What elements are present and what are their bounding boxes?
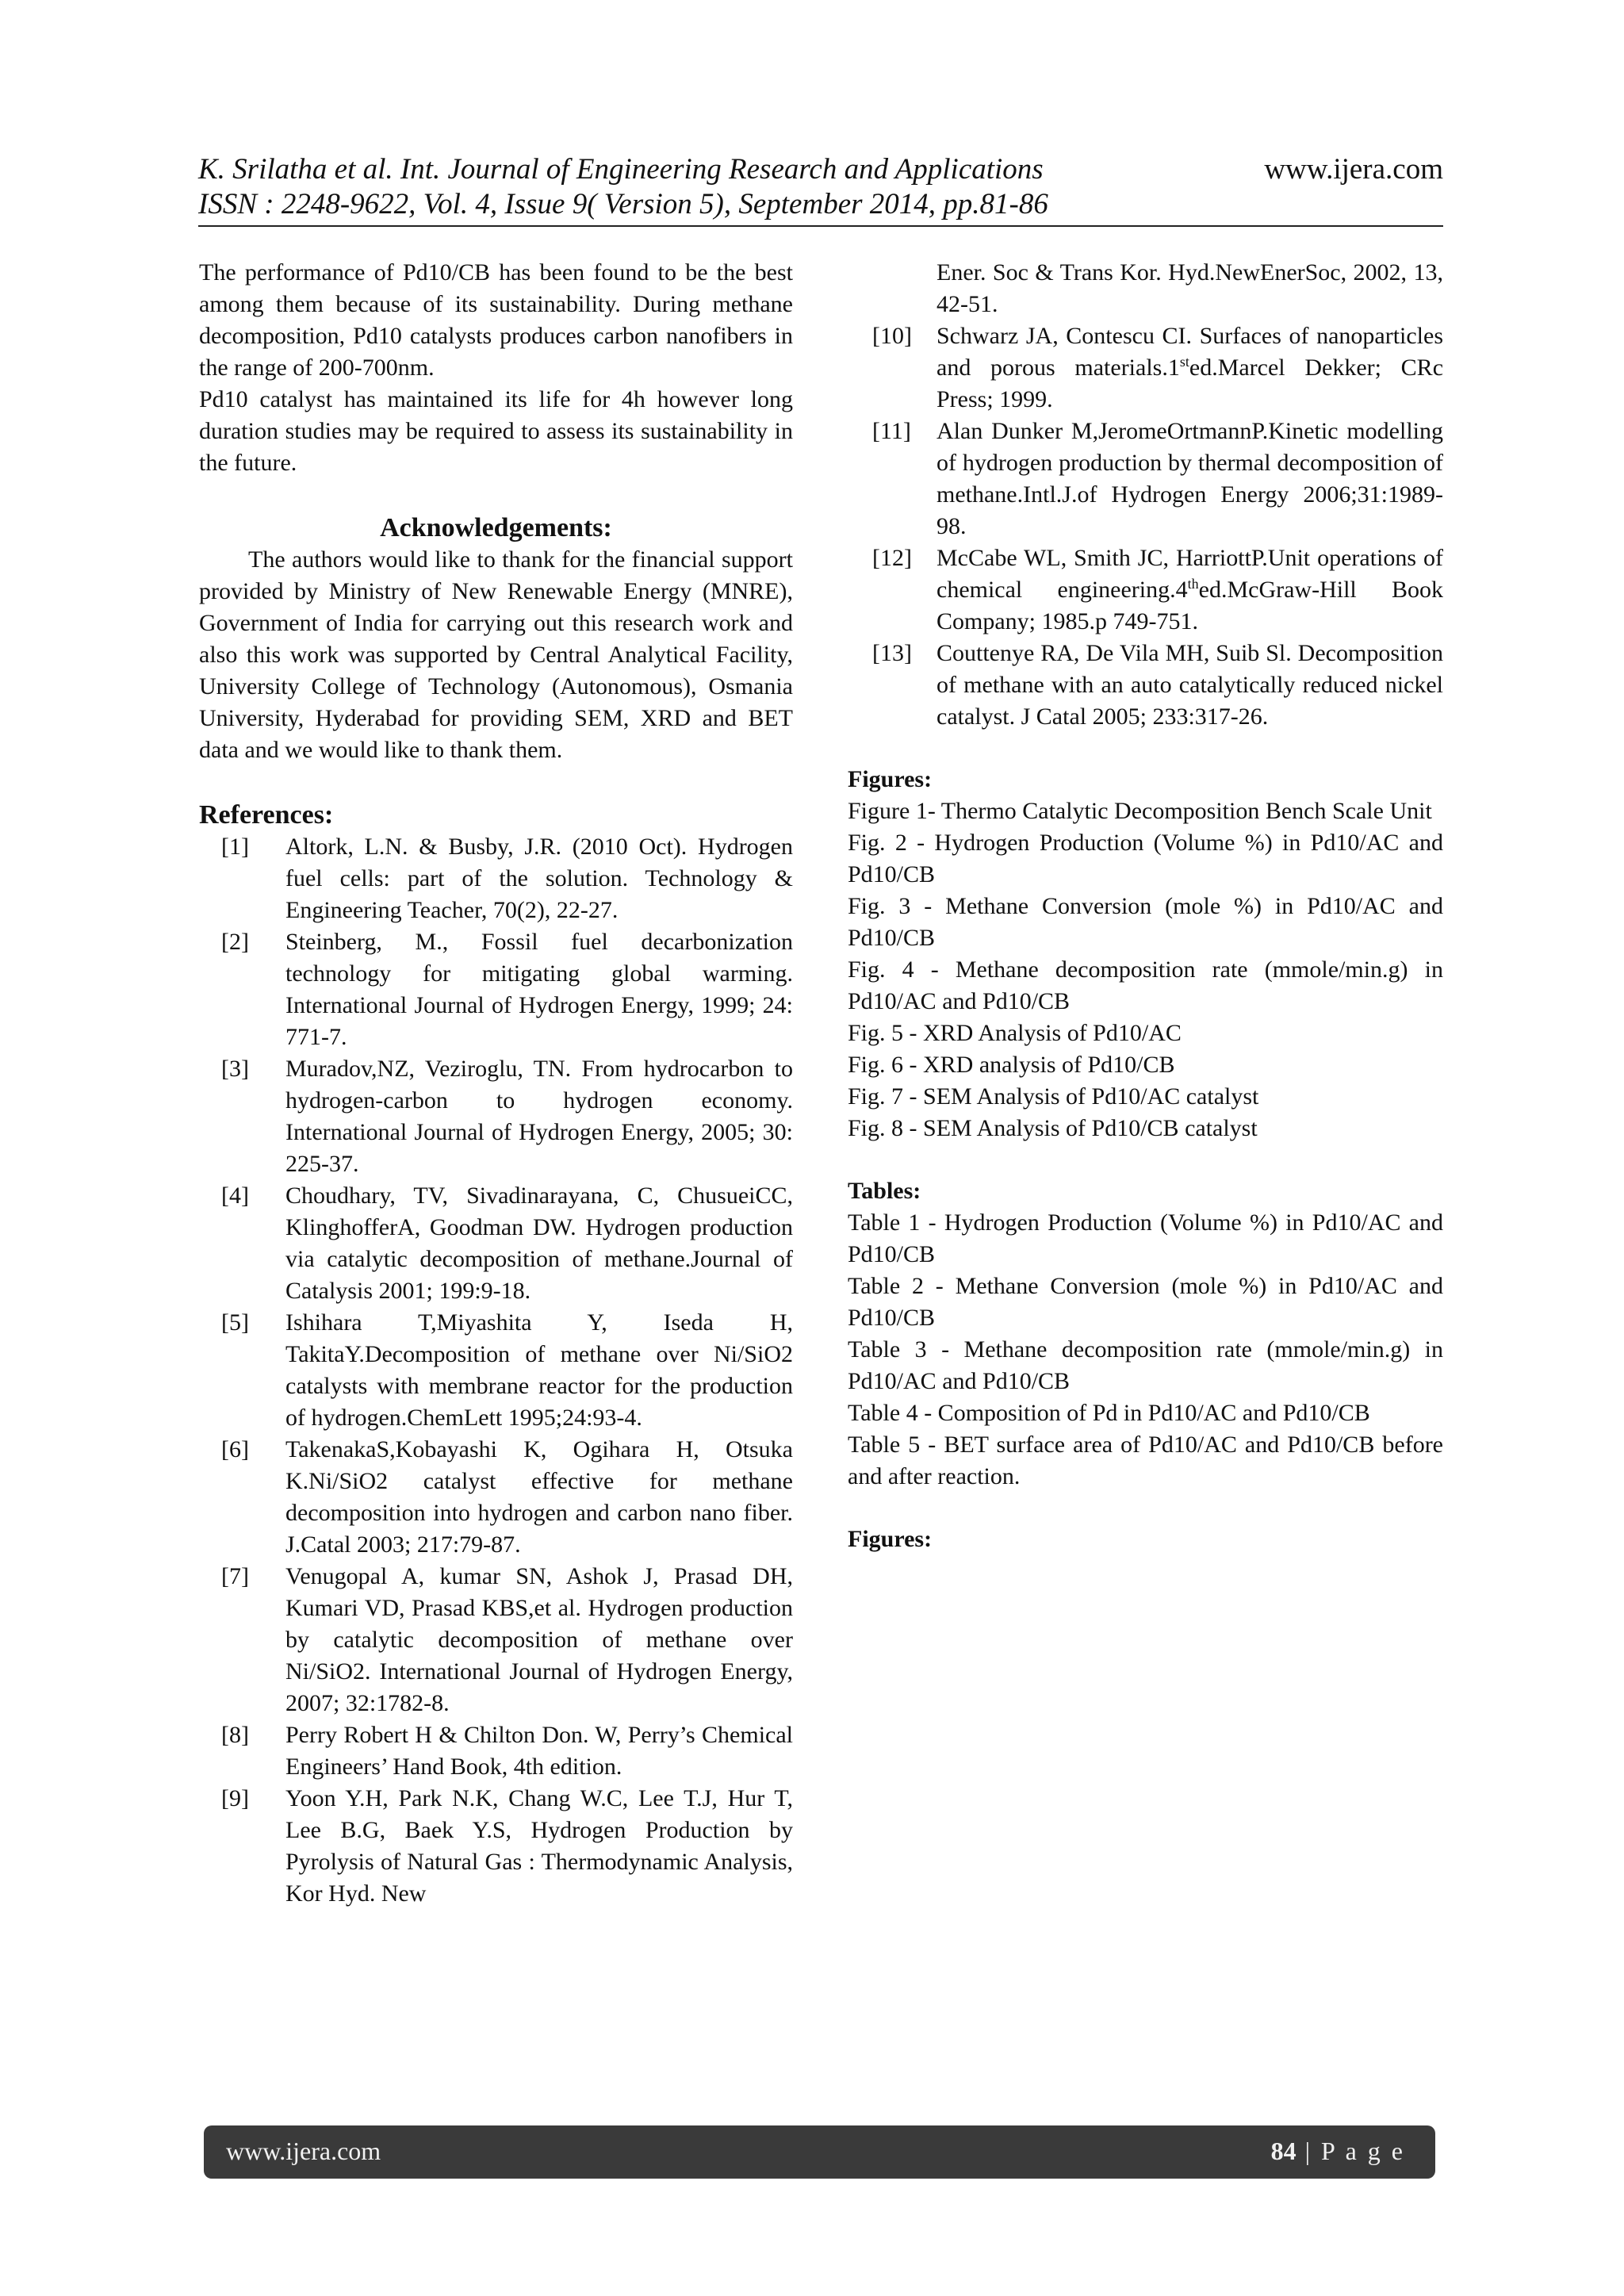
- reference-item: [199, 1307, 793, 1434]
- reference-number: [6]: [221, 1436, 249, 1462]
- reference-number: [11]: [872, 418, 911, 444]
- reference-item: [199, 1053, 793, 1180]
- figure-caption: Fig. 8 - SEM Analysis of Pd10/CB catalyst: [848, 1115, 1258, 1141]
- right-column: [848, 257, 1443, 1555]
- reference-item: [199, 1434, 793, 1561]
- reference-continuation: [848, 257, 1443, 320]
- reference-text: Yoon Y.H, Park N.K, Chang W.C, Lee T.J, Hur T, Lee B.G, Baek Y.S, Hydrogen Production by Pyrolysis of Natural Gas : Thermodynamic Analysis, Kor Hyd. New: [285, 1785, 793, 1907]
- reference-text: Muradov,NZ, Veziroglu, TN. From hydrocarbon to hydrogen-carbon to hydrogen economy. International Journal of Hydrogen Energy, 2005; 30: 225-37.: [285, 1056, 793, 1177]
- table-caption: Table 2 - Methane Conversion (mole %) in Pd10/AC and Pd10/CB: [848, 1273, 1443, 1331]
- page-footer: [204, 2125, 1435, 2179]
- references-heading: References:: [199, 800, 334, 830]
- table-caption: Table 5 - BET surface area of Pd10/AC and Pd10/CB before and after reaction.: [848, 1432, 1443, 1489]
- reference-text: Venugopal A, kumar SN, Ashok J, Prasad DH, Kumari VD, Prasad KBS,et al. Hydrogen production by catalytic decomposition of methane over Ni/SiO2. International Journal of Hydrogen Energy, 2007; 32:1782-8.: [285, 1563, 793, 1716]
- reference-text: Altork, L.N. & Busby, J.R. (2010 Oct). Hydrogen fuel cells: part of the solution. Technology & Engineering Teacher, 70(2), 22-27.: [285, 834, 793, 923]
- conclusion-paragraph-2: Pd10 catalyst has maintained its life for 4h however long duration studies may be required to assess its sustainability in the future.: [199, 386, 793, 476]
- reference-number: [3]: [221, 1056, 249, 1082]
- reference-item: [199, 1561, 793, 1719]
- reference-item: [199, 1180, 793, 1307]
- tables-heading: Tables:: [848, 1178, 921, 1204]
- table-caption: Table 4 - Composition of Pd in Pd10/AC and Pd10/CB: [848, 1400, 1370, 1426]
- reference-number: [5]: [221, 1309, 249, 1336]
- table-caption: Table 1 - Hydrogen Production (Volume %) in Pd10/AC and Pd10/CB: [848, 1209, 1443, 1267]
- figure-caption: Figure 1- Thermo Catalytic Decomposition Bench Scale Unit: [848, 798, 1432, 824]
- reference-item: [199, 926, 793, 1053]
- reference-item: [199, 1783, 793, 1910]
- acknowledgements-heading: Acknowledgements:: [380, 513, 612, 542]
- reference-item: [848, 416, 1443, 542]
- reference-text: Schwarz JA, Contescu CI. Surfaces of nanoparticles and porous materials.1sted.Marcel Dekker; CRc Press; 1999.: [936, 323, 1444, 412]
- reference-item: [199, 1719, 793, 1783]
- reference-text: Ener. Soc & Trans Kor. Hyd.NewEnerSoc, 2002, 13, 42-51.: [936, 259, 1443, 317]
- reference-number: [13]: [872, 640, 912, 666]
- reference-number: [8]: [221, 1722, 249, 1748]
- figure-caption: Fig. 4 - Methane decomposition rate (mmole/min.g) in Pd10/AC and Pd10/CB: [848, 956, 1443, 1014]
- reference-list: [199, 831, 793, 1910]
- figure-caption: Fig. 5 - XRD Analysis of Pd10/AC: [848, 1020, 1182, 1046]
- reference-number: [9]: [221, 1785, 249, 1811]
- figure-caption: Fig. 7 - SEM Analysis of Pd10/AC catalyst: [848, 1083, 1259, 1110]
- reference-text: Ishihara T,Miyashita Y, Iseda H, TakitaY.Decomposition of methane over Ni/SiO2 catalysts with membrane reactor for the production of hydrogen.ChemLett 1995;24:93-4.: [285, 1309, 793, 1431]
- reference-item: [848, 320, 1443, 416]
- reference-number: [2]: [221, 929, 249, 955]
- figure-caption: Fig. 6 - XRD analysis of Pd10/CB: [848, 1052, 1175, 1078]
- conclusion-paragraph-1: The performance of Pd10/CB has been found to be the best among them because of its sustainability. During methane decomposition, Pd10 catalysts produces carbon nanofibers in the range of 200-700nm.: [199, 259, 793, 381]
- reference-item: [199, 831, 793, 926]
- reference-number: [7]: [221, 1563, 249, 1589]
- reference-number: [4]: [221, 1182, 249, 1209]
- reference-text: TakenakaS,Kobayashi K, Ogihara H, Otsuka K.Ni/SiO2 catalyst effective for methane decomposition into hydrogen and carbon nano fiber. J.Catal 2003; 217:79-87.: [285, 1436, 793, 1558]
- page-header: [198, 152, 1443, 227]
- reference-number: [10]: [872, 323, 912, 349]
- reference-text: Alan Dunker M,JeromeOrtmannP.Kinetic modelling of hydrogen production by thermal decomposition of methane.Intl.J.of Hydrogen Energy 2006;31:1989-98.: [936, 418, 1443, 539]
- figure-caption: Fig. 2 - Hydrogen Production (Volume %) in Pd10/AC and Pd10/CB: [848, 830, 1443, 887]
- reference-text: Perry Robert H & Chilton Don. W, Perry’s Chemical Engineers’ Hand Book, 4th edition.: [285, 1722, 793, 1780]
- left-column: [199, 257, 793, 1910]
- reference-text: McCabe WL, Smith JC, HarriottP.Unit operations of chemical engineering.4thed.McGraw-Hill Book Company; 1985.p 749-751.: [936, 545, 1443, 634]
- reference-item: [848, 542, 1443, 638]
- reference-text: Couttenye RA, De Vila MH, Suib Sl. Decomposition of methane with an auto catalytically reduced nickel catalyst. J Catal 2005; 233:317-26.: [936, 640, 1443, 730]
- issn-line: ISSN : 2248-9622, Vol. 4, Issue 9( Version 5), September 2014, pp.81-86: [198, 188, 1048, 220]
- figure-caption: Fig. 3 - Methane Conversion (mole %) in Pd10/AC and Pd10/CB: [848, 893, 1443, 951]
- page-number: 84 | P a g e: [1270, 2137, 1405, 2165]
- header-website[interactable]: www.ijera.com: [1264, 153, 1443, 186]
- reference-item: [848, 638, 1443, 733]
- table-caption: Table 3 - Methane decomposition rate (mmole/min.g) in Pd10/AC and Pd10/CB: [848, 1336, 1443, 1394]
- figures-heading: Figures:: [848, 766, 933, 792]
- acknowledgements-text: The authors would like to thank for the financial support provided by Ministry of New Renewable Energy (MNRE), Government of India for carrying out this research work and also this work was supported by Central Analytical Facility, University College of Technology (Autonomous), Osmania University, Hyderabad for providing SEM, XRD and BET data and we would like to thank them.: [199, 546, 793, 763]
- reference-number: [1]: [221, 834, 249, 860]
- journal-citation: K. Srilatha et al. Int. Journal of Engineering Research and Applications: [198, 153, 1044, 186]
- reference-text: Choudhary, TV, Sivadinarayana, C, ChusueiCC, KlinghofferA, Goodman DW. Hydrogen production via catalytic decomposition of methane.Journal of Catalysis 2001; 199:9-18.: [285, 1182, 793, 1304]
- reference-text: Steinberg, M., Fossil fuel decarbonization technology for mitigating global warming. International Journal of Hydrogen Energy, 1999; 24: 771-7.: [285, 929, 793, 1050]
- figures-heading-2: Figures:: [848, 1526, 933, 1552]
- footer-website[interactable]: www.ijera.com: [226, 2137, 381, 2165]
- reference-number: [12]: [872, 545, 912, 571]
